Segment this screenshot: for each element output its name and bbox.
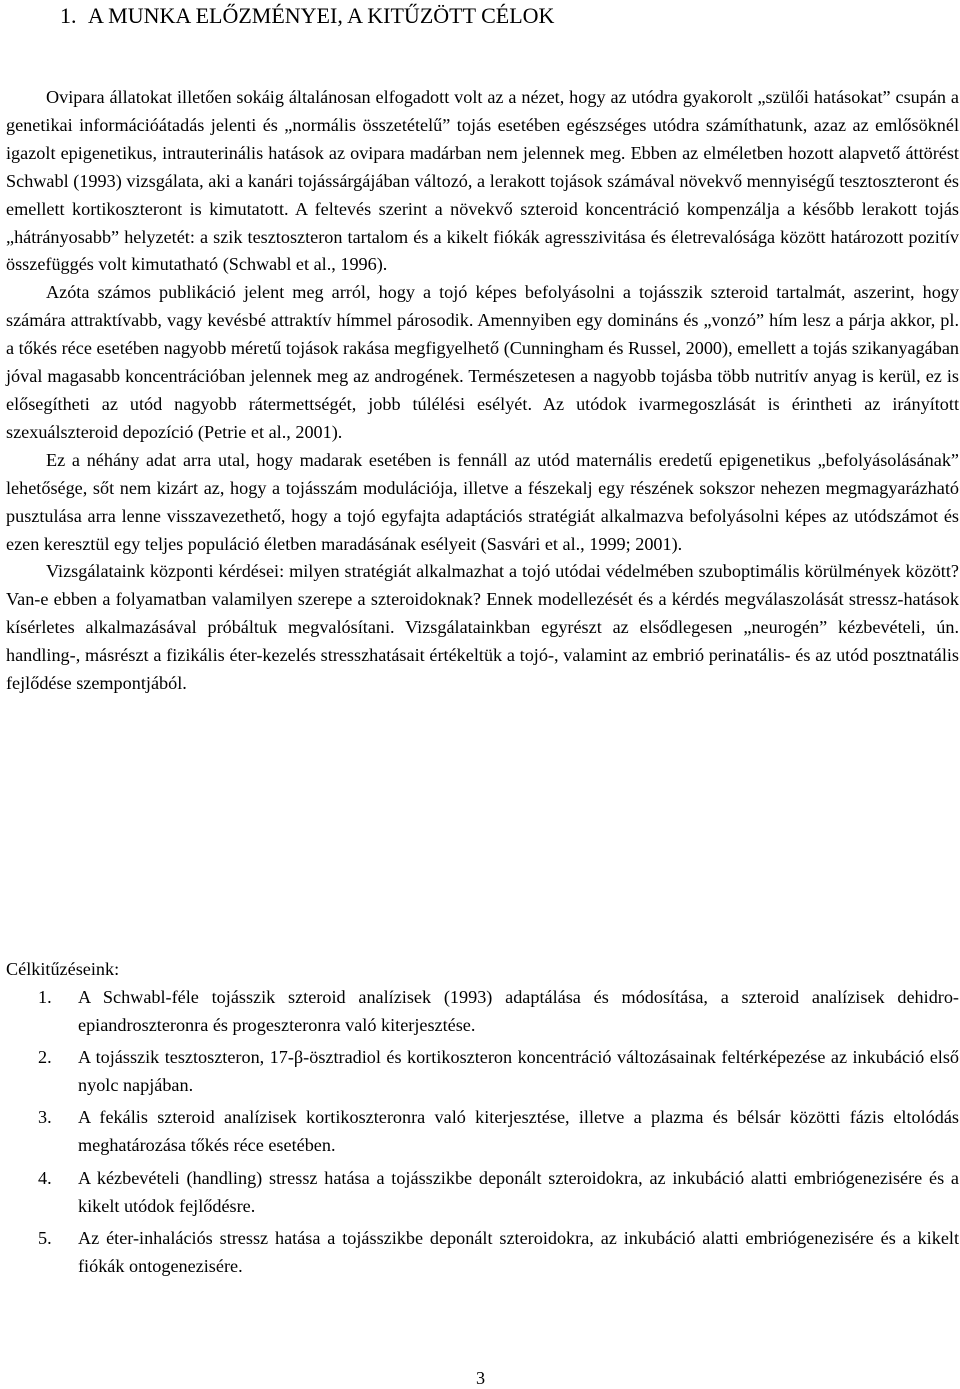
- paragraph: Azóta számos publikáció jelent meg arról, hogy a tojó képes befolyásolni a tojásszik szteroid tartalmát, aszerint, hogy számára attraktívabb, vagy kevésbé attraktív hímmel párosodik. Amennyiben egy domináns és „vonzó” hím lesz a párja akkor, pl. a tőkés réce esetében nagyobb méretű tojások rakása megfigyelhető (Cunningham és Russel, 2000), emellett a tojás szikanyagában jóval magasabb koncentrációban jelennek meg az androgének. Természetesen a nagyobb tojásba több nutritív anyag is kerül, ez is elősegítheti az utód nagyobb rátermettségét, jobb túlélési esélyét. Az utódok ivarmegoszlását is érintheti az irányított szexuálszteroid depozíció (Petrie et al., 2001).: [6, 282, 959, 442]
- list-item: [6, 1225, 959, 1281]
- section-number: 1.: [60, 3, 77, 28]
- list-item-number: 4.: [38, 1167, 52, 1188]
- list-item: [6, 1044, 959, 1100]
- list-item-number: 2.: [38, 1047, 52, 1068]
- goals-list: [6, 984, 959, 1285]
- list-item-number: 5.: [38, 1227, 52, 1248]
- list-item-text: Az éter-inhalációs stressz hatása a tojásszikbe deponált szteroidokra, az inkubáció alatti embriógenezisére és a kikelt fiókák ontogenezisére.: [78, 1227, 959, 1276]
- list-item: [6, 1104, 959, 1160]
- list-item: [6, 984, 959, 1040]
- list-item-text: A kézbevételi (handling) stressz hatása a tojásszikbe deponált szteroidokra, az inkubáció alatti embriógenezisére és a kikelt utódok fejlődésre.: [78, 1167, 959, 1216]
- list-item-text: A fekális szteroid analízisek kortikoszteronra való kiterjesztése, illetve a plazma és bélsár közötti fázis eltolódás meghatározása tőkés réce esetében.: [78, 1107, 959, 1156]
- list-item-text: A Schwabl-féle tojásszik szteroid analízisek (1993) adaptálása és módosítása, a szteroid analízisek dehidro-epiandroszteronra és progeszteronra való kiterjesztése.: [78, 987, 959, 1035]
- document-page: [6, 0, 959, 1389]
- paragraph: Ez a néhány adat arra utal, hogy madarak esetében is fennáll az utód maternális eredetű epigenetikus „befolyásolásának” lehetősége, sőt nem kizárt az, hogy a tojásszám modulációja, illetve a fészekalj egy részének sokszor nehezen megmagyarázható pusztulása arra lenne visszavezethető, hogy a tojó egyfajta adaptációs stratégiát alkalmazva befolyásolni képes az utódszámot és ezen keresztül egy teljes populáció életben maradásának esélyeit (Sasvári et al., 1999; 2001).: [6, 449, 959, 554]
- paragraph: Vizsgálataink központi kérdései: milyen stratégiát alkalmazhat a tojó utódai védelmében szuboptimális körülmények között? Van-e ebben a folyamatban valamilyen szerepe a szteroidoknak? Ennek modellezését és a kérdés megválaszolását stressz-hatások kísérletes alkalmazásával próbáltuk megvalósítani. Vizsgálatainkban egyrészt az elsődlegesen „neurogén” kézbevételi, ún. handling-, másrészt a fizikális éter-kezelés stresszhatásait értékeltük a tojó-, valamint az embrió perinatális- és az utód posztnatális fejlődése szempontjából.: [6, 561, 959, 694]
- body-text: [6, 84, 959, 698]
- list-item: [6, 1165, 959, 1221]
- list-item-text: A tojásszik tesztoszteron, 17-β-ösztradiol és kortikoszteron koncentráció változásainak feltérképezése az inkubáció első nyolc napjában.: [78, 1047, 959, 1096]
- goals-label: Célkitűzéseink:: [6, 959, 120, 979]
- list-item-number: 3.: [38, 1107, 52, 1128]
- section-title: A MUNKA ELŐZMÉNYEI, A KITŰZÖTT CÉLOK: [88, 3, 555, 28]
- section-heading: [60, 2, 554, 30]
- paragraph: Ovipara állatokat illetően sokáig általánosan elfogadott volt az a nézet, hogy az utódra gyakorolt „szülői hatásokat” csupán a genetikai információátadás jelenti és „normális összetételű” tojás esetében egészséges utódra számíthatunk, azaz az emlősöknél igazolt epigenetikus, intrauterinális hatások az ovipara madárban nem jelennek meg. Ebben az elméletben hozott alapvető áttörést Schwabl (1993) vizsgálata, aki a kanári tojássárgájában változó, a lerakott tojások számával növekvő mennyiségű tesztoszteront és emellett kortikoszteront is kimutatott. A feltevés szerint a növekvő szteroid koncentráció kompenzálja a később lerakott tojás „hátrányosabb” helyzetét: a szik tesztoszteron tartalom és a kikelt fiókák agresszivitása és életrevalósága között határozott pozitív összefüggés volt kimutatható (Schwabl et al., 1996).: [6, 87, 959, 275]
- list-item-number: 1.: [38, 987, 52, 1007]
- page-number: 3: [476, 1368, 486, 1388]
